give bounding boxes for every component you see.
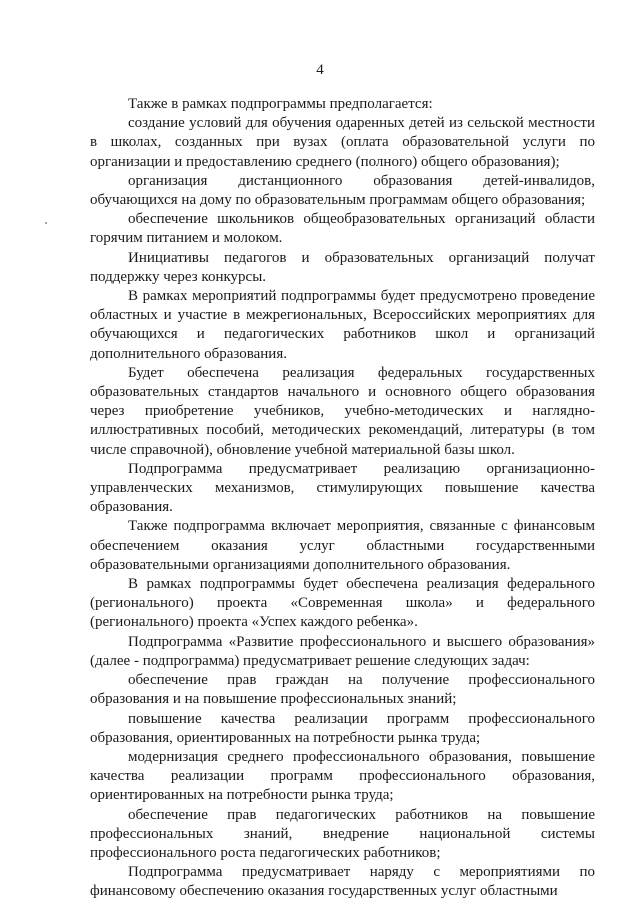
paragraph-subprogram-provides: Подпрограмма предусматривает наряду с мероприятиями по финансовому обеспечению оказания государственных услуг областными bbox=[90, 864, 595, 900]
paragraph-standards: Будет обеспечена реализация федеральных государственных образовательных стандартов начального и основного общего образования через приобретение учебников, учебно-методических и наглядно-иллюстративных пособий, методических рекомендаций, литературы (в том числе справочной), обновление учебной материальной базы школ. bbox=[90, 364, 595, 458]
document-body bbox=[90, 95, 595, 902]
page-number: 4 bbox=[316, 62, 324, 78]
paragraph-projects: В рамках подпрограммы будет обеспечена реализация федерального (регионального) проекта «Современная школа» и федерального (регионального) проекта «Успех каждого ребенка». bbox=[90, 576, 595, 631]
paragraph-hot-meals: обеспечение школьников общеобразовательных организаций области горячим питанием и молоком. bbox=[90, 211, 595, 247]
paragraph-financing: Также подпрограмма включает мероприятия, связанные с финансовым обеспечением оказания услуг областными государственными образовательными организациями дополнительного образования. bbox=[90, 518, 595, 573]
paragraph-teachers-rights: обеспечение прав педагогических работников на повышение профессиональных знаний, внедрение национальной системы профессионального роста педагогических работников; bbox=[90, 806, 595, 861]
paragraph-gifted-children: создание условий для обучения одаренных детей из сельской местности в школах, созданных при вузах (оплата образовательной услуги по организации и предоставлению среднего (полного) общего образования); bbox=[90, 115, 595, 170]
paragraph-modernization: модернизация среднего профессионального образования, повышение качества реализации программ профессионального образования, ориентированных на потребности рынка труда; bbox=[90, 748, 595, 804]
paragraph-distance-education: организация дистанционного образования детей-инвалидов, обучающихся на дому по образовательным программам общего образования; bbox=[90, 172, 595, 209]
scan-artifact-dot bbox=[45, 222, 47, 224]
paragraph-mechanisms: Подпрограмма предусматривает реализацию организационно-управленческих механизмов, стимулирующих повышение качества образования. bbox=[90, 460, 595, 516]
paragraph-intro: Также в рамках подпрограммы предполагается: bbox=[128, 96, 433, 112]
paragraph-events: В рамках мероприятий подпрограммы будет предусмотрено проведение областных и участие в межрегиональных, Всероссийских мероприятиях для обучающихся и педагогических работников школ и организаций дополнительного образования. bbox=[90, 288, 595, 362]
paragraph-initiatives: Инициативы педагогов и образовательных организаций получат поддержку через конкурсы. bbox=[90, 249, 595, 285]
paragraph-rights: обеспечение прав граждан на получение профессионального образования и на повышение профессиональных знаний; bbox=[90, 672, 595, 708]
paragraph-subprogram-professional: Подпрограмма «Развитие профессионального и высшего образования» (далее - подпрограмма) предусматривает решение следующих задач: bbox=[90, 633, 595, 669]
paragraph-quality: повышение качества реализации программ профессионального образования, ориентированных на потребности рынка труда; bbox=[90, 710, 595, 746]
